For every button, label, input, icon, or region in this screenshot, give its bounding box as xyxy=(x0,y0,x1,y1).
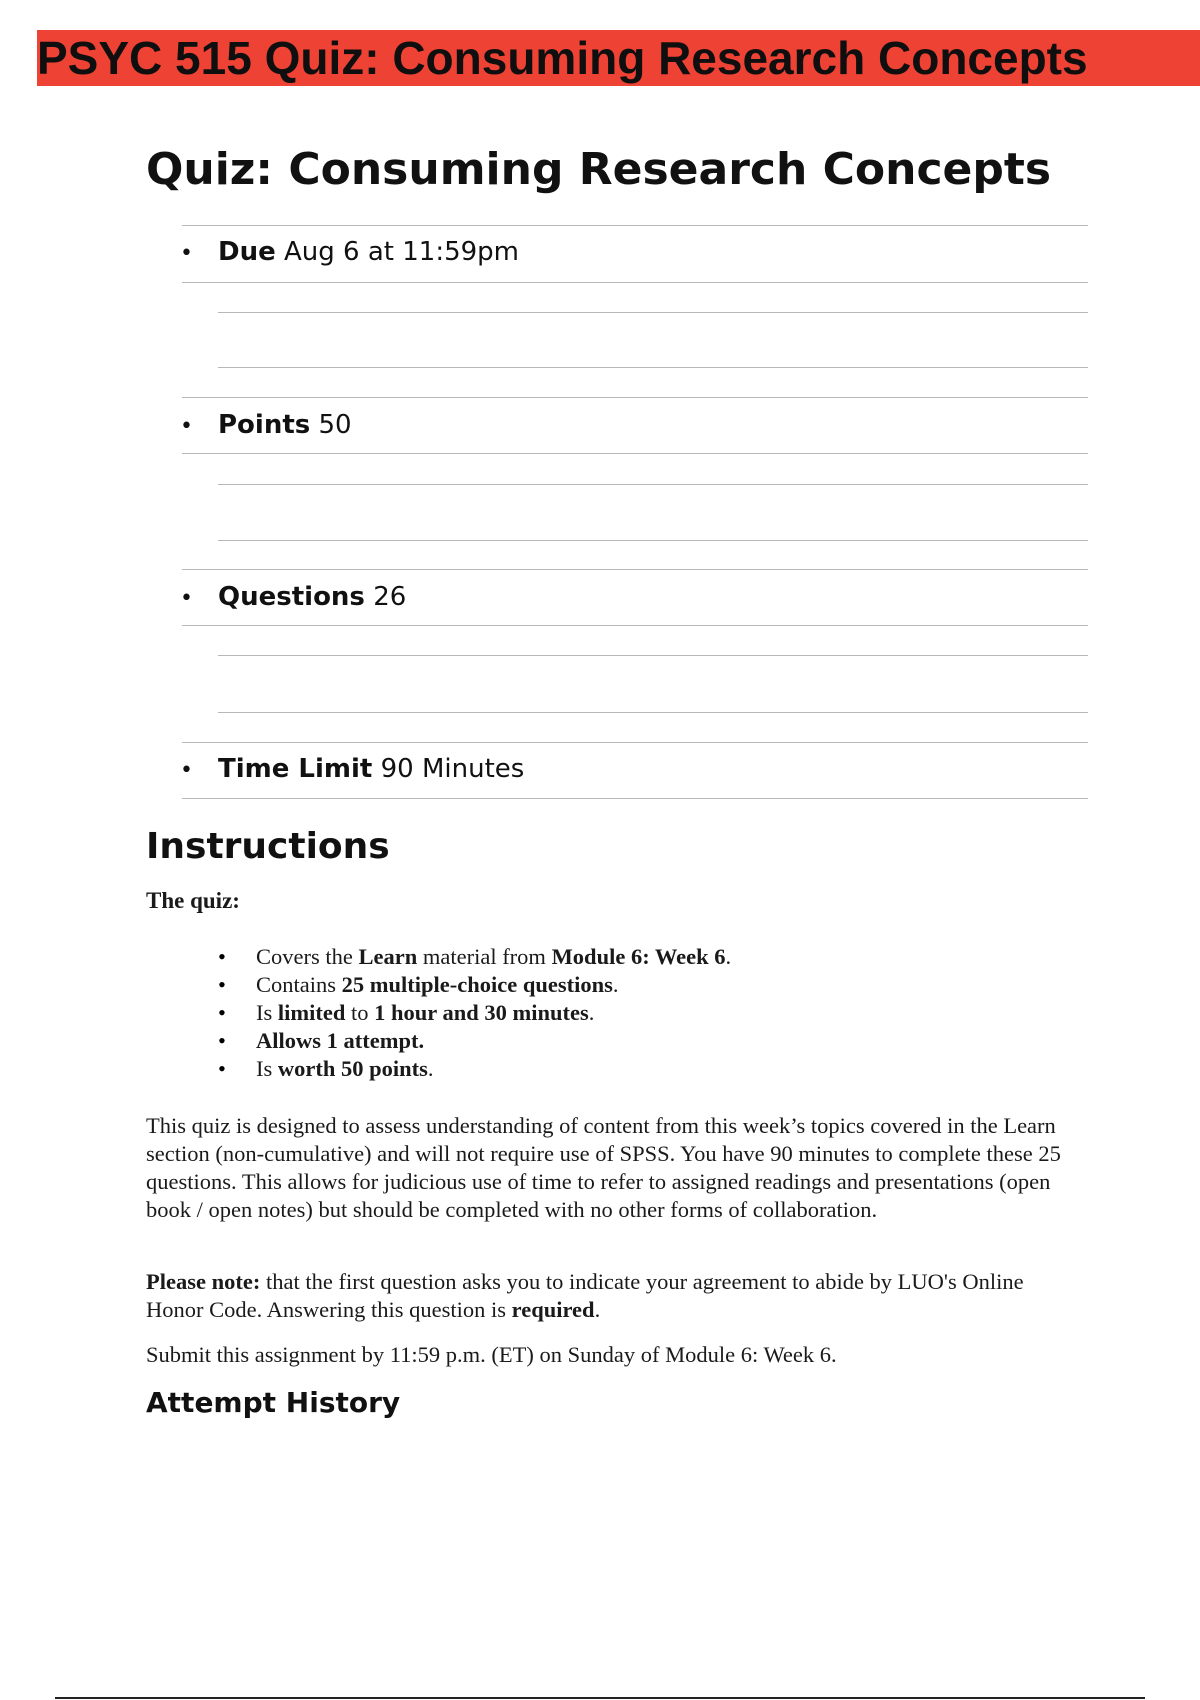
list-item: • Allows 1 attempt. xyxy=(218,1027,731,1055)
quiz-label: The quiz: xyxy=(146,888,240,913)
divider xyxy=(182,225,1088,226)
attempt-history-heading: Attempt History xyxy=(146,1386,401,1419)
divider xyxy=(218,655,1088,656)
divider xyxy=(182,742,1088,743)
bullet-icon: • xyxy=(180,758,193,783)
quiz-requirements-list xyxy=(218,943,731,1083)
due-label: Due xyxy=(218,237,276,267)
divider xyxy=(218,540,1088,541)
honor-code-note: Please note: that the first question asks you to indicate your agreement to abide by LUO's Online Honor Code. Answering this question is required. xyxy=(146,1269,1024,1322)
divider xyxy=(182,282,1088,283)
list-item: • Is worth 50 points. xyxy=(218,1055,731,1083)
divider xyxy=(218,712,1088,713)
divider xyxy=(218,367,1088,368)
meta-questions xyxy=(180,577,406,617)
points-value: 50 xyxy=(318,410,352,440)
list-item: • Covers the Learn material from Module 6: Week 6. xyxy=(218,943,731,971)
instructions-heading: Instructions xyxy=(146,826,390,867)
divider xyxy=(182,798,1088,799)
quiz-description: This quiz is designed to assess understanding of content from this week’s topics covered in the Learn section (non-cumulative) and will not require use of SPSS. You have 90 minutes to complete these 25 questions. This allows for judicious use of time to refer to assigned readings and presentations (open book / open notes) but should be completed with no other forms of collaboration. xyxy=(146,1113,1061,1222)
page-bottom-rule xyxy=(55,1697,1145,1699)
points-label: Points xyxy=(218,410,311,440)
bullet-icon: • xyxy=(180,586,193,611)
divider xyxy=(218,312,1088,313)
meta-points xyxy=(180,405,352,445)
time-limit-label: Time Limit xyxy=(218,754,373,784)
list-item: • Is limited to 1 hour and 30 minutes. xyxy=(218,999,731,1027)
questions-value: 26 xyxy=(373,582,407,612)
questions-label: Questions xyxy=(218,582,365,612)
time-limit-value: 90 Minutes xyxy=(380,754,525,784)
bullet-icon: • xyxy=(180,414,193,439)
divider xyxy=(182,453,1088,454)
meta-time-limit xyxy=(180,749,524,789)
divider xyxy=(182,569,1088,570)
banner-title: PSYC 515 Quiz: Consuming Research Concepts xyxy=(37,32,1088,84)
meta-due xyxy=(180,232,519,272)
note-label: Please note: xyxy=(146,1269,261,1294)
divider xyxy=(182,397,1088,398)
bullet-icon: • xyxy=(180,241,193,266)
divider xyxy=(218,484,1088,485)
due-value: Aug 6 at 11:59pm xyxy=(284,237,519,267)
submit-deadline: Submit this assignment by 11:59 p.m. (ET) on Sunday of Module 6: Week 6. xyxy=(146,1342,837,1367)
title-banner xyxy=(37,30,1200,86)
list-item: • Contains 25 multiple-choice questions. xyxy=(218,971,731,999)
divider xyxy=(182,625,1088,626)
page-title: Quiz: Consuming Research Concepts xyxy=(146,144,1052,195)
